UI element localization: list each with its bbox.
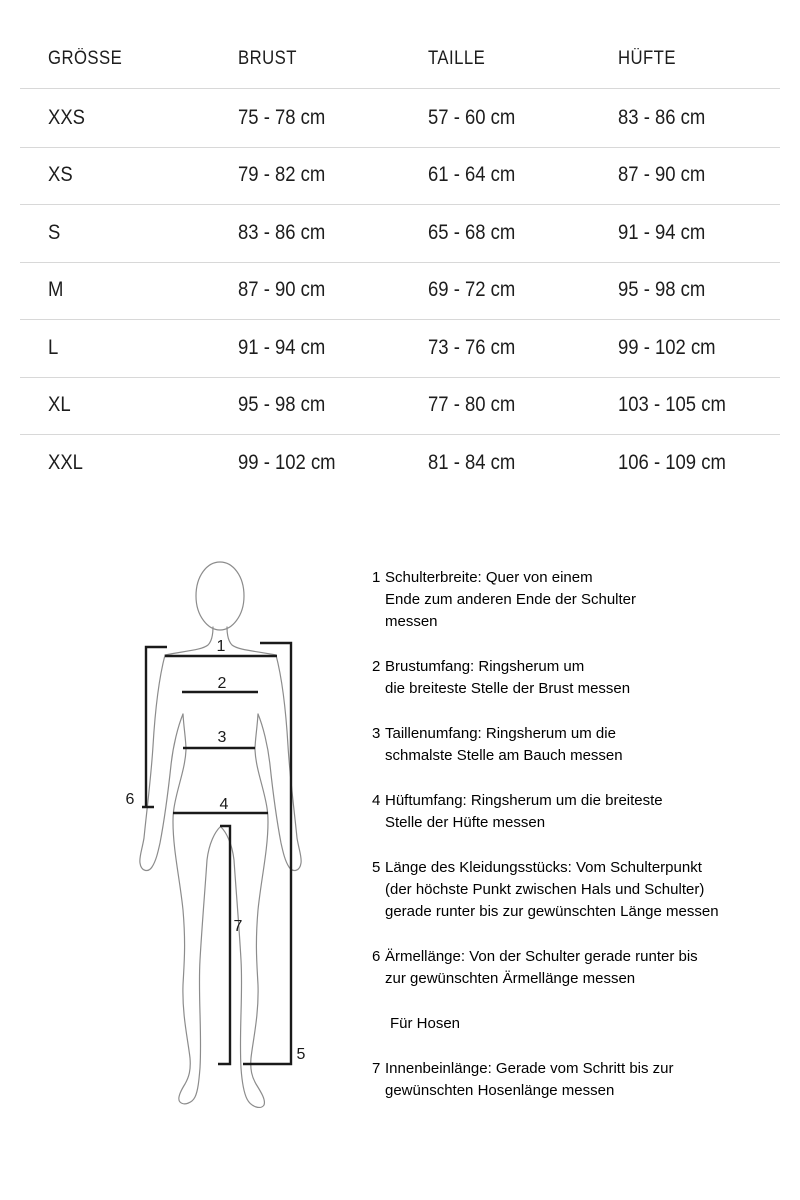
- table-row-xxl: [0, 434, 800, 492]
- instruction-item-1: [372, 567, 792, 633]
- instruction-number: 6: [372, 948, 381, 965]
- taille-value: 65 - 68 cm: [428, 220, 516, 244]
- brust-value: 79 - 82 cm: [238, 163, 326, 187]
- header-groesse: GRÖSSE: [48, 48, 123, 69]
- huefte-value: 83 - 86 cm: [618, 105, 706, 129]
- instruction-line: gerade runter bis zur gewünschten Länge messen: [385, 903, 719, 920]
- instruction-line: schmalste Stelle am Bauch messen: [385, 747, 623, 764]
- huefte-value: 103 - 105 cm: [618, 393, 726, 417]
- figure-label-1: 1: [216, 638, 226, 655]
- instruction-line: Hüftumfang: Ringsherum um die breiteste: [385, 792, 663, 809]
- figure-label-4: 4: [219, 796, 229, 813]
- instruction-item-3: [372, 723, 792, 767]
- instruction-line: Schulterbreite: Quer von einem: [385, 569, 593, 586]
- size-label: L: [48, 335, 59, 359]
- brust-value: 75 - 78 cm: [238, 105, 326, 129]
- instruction-number: 7: [372, 1060, 381, 1077]
- figure-label-3: 3: [217, 729, 227, 746]
- size-label: S: [48, 220, 61, 244]
- instruction-number: 3: [372, 725, 381, 742]
- taille-value: 57 - 60 cm: [428, 105, 516, 129]
- instruction-line: Stelle der Hüfte messen: [385, 814, 546, 831]
- instruction-line: Innenbeinlänge: Gerade vom Schritt bis zur: [385, 1060, 674, 1077]
- table-row-xs: [0, 147, 800, 205]
- instruction-line: gewünschten Hosenlänge messen: [385, 1082, 615, 1099]
- instruction-line: Länge des Kleidungsstücks: Vom Schulterpunkt: [385, 859, 702, 876]
- instruction-line: Ärmellänge: Von der Schulter gerade runter bis: [385, 948, 698, 965]
- instruction-line: die breiteste Stelle der Brust messen: [385, 680, 631, 697]
- figure-label-6: 6: [125, 791, 135, 808]
- fuer-hosen-label: Für Hosen: [390, 1015, 461, 1032]
- table-row-s: [0, 204, 800, 262]
- instruction-number: 4: [372, 792, 381, 809]
- instruction-item-7: [372, 1058, 792, 1102]
- size-label: XL: [48, 393, 71, 417]
- huefte-value: 99 - 102 cm: [618, 335, 716, 359]
- taille-value: 69 - 72 cm: [428, 278, 516, 302]
- size-label: XXS: [48, 105, 85, 129]
- brust-value: 99 - 102 cm: [238, 450, 336, 474]
- instruction-line: Brustumfang: Ringsherum um: [385, 658, 585, 675]
- huefte-value: 95 - 98 cm: [618, 278, 706, 302]
- taille-value: 81 - 84 cm: [428, 450, 516, 474]
- header-huefte: HÜFTE: [618, 48, 676, 69]
- figure-label-7: 7: [233, 918, 243, 935]
- header-taille: TAILLE: [428, 48, 486, 69]
- huefte-value: 87 - 90 cm: [618, 163, 706, 187]
- instruction-line: zur gewünschten Ärmellänge messen: [385, 970, 636, 987]
- size-label: XXL: [48, 450, 83, 474]
- instruction-item-6: [372, 946, 792, 990]
- instruction-item-5: [372, 857, 792, 923]
- size-label: M: [48, 278, 64, 302]
- table-row-xl: [0, 377, 800, 435]
- table-row-l: [0, 319, 800, 377]
- size-table-header-row: [0, 0, 800, 89]
- header-brust: BRUST: [238, 48, 297, 69]
- brust-value: 83 - 86 cm: [238, 220, 326, 244]
- instruction-number: 5: [372, 859, 381, 876]
- taille-value: 73 - 76 cm: [428, 335, 516, 359]
- table-row-xxs: [0, 89, 800, 147]
- inseam-bracket: [218, 826, 230, 1064]
- instructions-list: [372, 567, 792, 1125]
- figure-label-5: 5: [296, 1046, 306, 1063]
- measurement-figure: [120, 550, 320, 1120]
- size-label: XS: [48, 163, 73, 187]
- brust-value: 91 - 94 cm: [238, 335, 326, 359]
- figure-label-2: 2: [217, 675, 227, 692]
- brust-value: 87 - 90 cm: [238, 278, 326, 302]
- instruction-item-2: [372, 656, 792, 700]
- huefte-value: 106 - 109 cm: [618, 450, 726, 474]
- instruction-line: Taillenumfang: Ringsherum um die: [385, 725, 616, 742]
- huefte-value: 91 - 94 cm: [618, 220, 706, 244]
- brust-value: 95 - 98 cm: [238, 393, 326, 417]
- instruction-number: 1: [372, 569, 381, 586]
- size-table: [0, 0, 800, 492]
- table-row-m: [0, 262, 800, 320]
- instruction-line: messen: [385, 613, 438, 630]
- instruction-item-4: [372, 790, 792, 834]
- instruction-line: (der höchste Punkt zwischen Hals und Schulter): [385, 881, 705, 898]
- taille-value: 77 - 80 cm: [428, 393, 516, 417]
- taille-value: 61 - 64 cm: [428, 163, 516, 187]
- instruction-line: Ende zum anderen Ende der Schulter: [385, 591, 636, 608]
- instruction-number: 2: [372, 658, 381, 675]
